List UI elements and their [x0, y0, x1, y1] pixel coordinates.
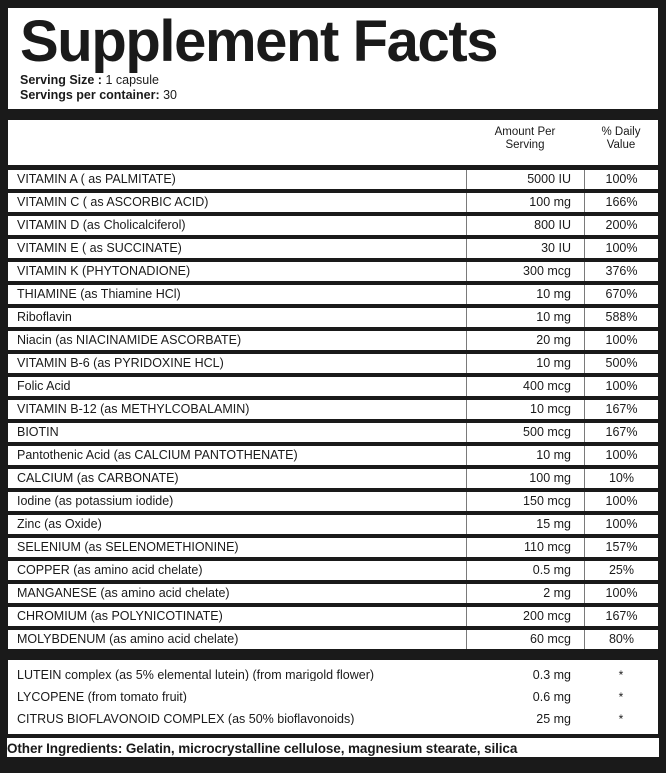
nutrient-name: VITAMIN A ( as PALMITATE)	[17, 173, 176, 186]
table-row	[7, 422, 659, 443]
page-title: Supplement Facts	[20, 9, 498, 74]
nutrient-amount: 30 IU	[466, 239, 584, 258]
nutrient-amount: 0.3 mg	[532, 667, 571, 682]
nutrient-daily-value: 157%	[584, 538, 658, 557]
nutrient-amount: 400 mcg	[466, 377, 584, 396]
nutrient-name: LUTEIN complex (as 5% elemental lutein) (from marigold flower)	[17, 668, 375, 682]
nutrient-daily-value: 100%	[584, 239, 658, 258]
nutrient-amount: 2 mg	[466, 584, 584, 603]
nutrient-name: MOLYBDENUM (as amino acid chelate)	[17, 633, 239, 646]
nutrient-amount: 5000 IU	[466, 170, 584, 189]
nutrient-amount: 200 mcg	[466, 607, 584, 626]
nutrient-daily-value: 166%	[584, 193, 658, 212]
table-row	[7, 606, 659, 627]
nutrient-amount: 100 mg	[466, 193, 584, 212]
nutrient-daily-value: 200%	[584, 216, 658, 235]
servings-per-container-line	[20, 88, 646, 103]
nutrient-daily-value: *	[618, 690, 624, 705]
nutrient-amount: 110 mcg	[466, 538, 584, 557]
table-row	[7, 353, 659, 374]
nutrient-name: VITAMIN B-12 (as METHYLCOBALAMIN)	[17, 403, 250, 416]
table-row	[7, 376, 659, 397]
nutrient-amount: 800 IU	[466, 216, 584, 235]
title-block	[7, 7, 659, 110]
nutrient-name: LYCOPENE (from tomato fruit)	[17, 690, 187, 704]
nutrient-amount: 10 mcg	[466, 400, 584, 419]
header-nutrient-column	[8, 120, 466, 165]
nutrient-name: Iodine (as potassium iodide)	[17, 495, 174, 508]
nutrient-daily-value: 100%	[584, 377, 658, 396]
nutrient-name: CALCIUM (as CARBONATE)	[17, 472, 179, 485]
nutrient-name: VITAMIN C ( as ASCORBIC ACID)	[17, 196, 209, 209]
table-row	[7, 307, 659, 328]
table-row	[7, 192, 659, 213]
nutrient-amount: 100 mg	[466, 469, 584, 488]
nutrient-amount: 10 mg	[466, 354, 584, 373]
nutrient-table	[7, 169, 659, 650]
nutrient-name: COPPER (as amino acid chelate)	[17, 564, 203, 577]
servings-per-container-value: 30	[163, 88, 178, 103]
nutrient-amount: 500 mcg	[466, 423, 584, 442]
servings-per-container-label: Servings per container:	[20, 88, 160, 103]
nutrient-daily-value: 100%	[584, 170, 658, 189]
nutrient-daily-value: 100%	[584, 446, 658, 465]
nutrient-amount: 0.5 mg	[466, 561, 584, 580]
table-row	[7, 537, 659, 558]
nutrient-daily-value: 80%	[584, 630, 658, 649]
nutrient-daily-value: 167%	[584, 423, 658, 442]
other-ingredients-value: Gelatin, microcrystalline cellulose, magnesium stearate, silica	[125, 741, 518, 757]
nutrient-name: BIOTIN	[17, 426, 59, 439]
nutrient-amount: 15 mg	[466, 515, 584, 534]
serving-size-line	[20, 73, 646, 88]
header-amount-line1: Amount Per	[494, 126, 556, 139]
nutrient-name: VITAMIN D (as Cholicalciferol)	[17, 219, 186, 232]
table-row	[7, 560, 659, 581]
header-dv-line2: Value	[606, 139, 636, 152]
table-row	[7, 284, 659, 305]
nutrient-daily-value: 500%	[584, 354, 658, 373]
nutrient-name: Pantothenic Acid (as CALCIUM PANTOTHENATE)	[17, 449, 298, 462]
botanical-table	[7, 659, 659, 735]
table-row	[7, 629, 659, 650]
nutrient-name: SELENIUM (as SELENOMETHIONINE)	[17, 541, 239, 554]
table-row	[7, 468, 659, 489]
nutrient-daily-value: 167%	[584, 400, 658, 419]
nutrient-daily-value: 10%	[584, 469, 658, 488]
header-daily-value	[584, 120, 658, 165]
other-ingredients-label: Other Ingredients:	[7, 741, 123, 757]
nutrient-daily-value: 25%	[584, 561, 658, 580]
nutrient-daily-value: 670%	[584, 285, 658, 304]
nutrient-name: CHROMIUM (as POLYNICOTINATE)	[17, 610, 223, 623]
nutrient-amount: 10 mg	[466, 308, 584, 327]
divider-bar-botanicals	[7, 650, 659, 659]
nutrient-name: VITAMIN E ( as SUCCINATE)	[17, 242, 182, 255]
table-row	[7, 169, 659, 190]
table-row	[8, 708, 658, 730]
table-header-row	[7, 119, 659, 166]
nutrient-amount: 25 mg	[536, 711, 571, 726]
table-row	[7, 445, 659, 466]
nutrient-name: THIAMINE (as Thiamine HCl)	[17, 288, 181, 301]
nutrient-daily-value: 167%	[584, 607, 658, 626]
table-row	[7, 238, 659, 259]
nutrient-daily-value: 376%	[584, 262, 658, 281]
nutrient-amount: 10 mg	[466, 285, 584, 304]
serving-size-label: Serving Size :	[20, 73, 102, 88]
header-dv-line1: % Daily	[601, 126, 641, 139]
table-row	[7, 514, 659, 535]
table-row	[7, 330, 659, 351]
table-row	[8, 664, 658, 686]
table-row	[8, 686, 658, 708]
table-row	[7, 583, 659, 604]
other-ingredients	[7, 738, 659, 757]
nutrient-amount: 60 mcg	[466, 630, 584, 649]
nutrient-daily-value: *	[618, 668, 624, 683]
nutrient-name: CITRUS BIOFLAVONOID COMPLEX (as 50% bioflavonoids)	[17, 712, 355, 726]
nutrient-name: Niacin (as NIACINAMIDE ASCORBATE)	[17, 334, 242, 347]
nutrient-daily-value: *	[618, 712, 624, 727]
header-amount-line2: Serving	[505, 139, 545, 152]
nutrient-amount: 0.6 mg	[532, 689, 571, 704]
nutrient-name: Zinc (as Oxide)	[17, 518, 102, 531]
nutrient-daily-value: 100%	[584, 331, 658, 350]
divider-bar-top	[7, 110, 659, 119]
nutrient-name: VITAMIN B-6 (as PYRIDOXINE HCL)	[17, 357, 224, 370]
nutrient-daily-value: 588%	[584, 308, 658, 327]
nutrient-name: VITAMIN K (PHYTONADIONE)	[17, 265, 191, 278]
nutrient-name: MANGANESE (as amino acid chelate)	[17, 587, 230, 600]
table-row	[7, 491, 659, 512]
header-amount-per-serving	[466, 120, 584, 165]
nutrient-amount: 300 mcg	[466, 262, 584, 281]
table-row	[7, 215, 659, 236]
table-row	[7, 399, 659, 420]
nutrient-daily-value: 100%	[584, 515, 658, 534]
nutrient-name: Folic Acid	[17, 380, 71, 393]
nutrient-amount: 20 mg	[466, 331, 584, 350]
nutrient-amount: 150 mcg	[466, 492, 584, 511]
nutrient-daily-value: 100%	[584, 584, 658, 603]
nutrient-amount: 10 mg	[466, 446, 584, 465]
serving-size-value: 1 capsule	[105, 73, 159, 88]
table-row	[7, 261, 659, 282]
nutrient-name: Riboflavin	[17, 311, 72, 324]
nutrient-daily-value: 100%	[584, 492, 658, 511]
